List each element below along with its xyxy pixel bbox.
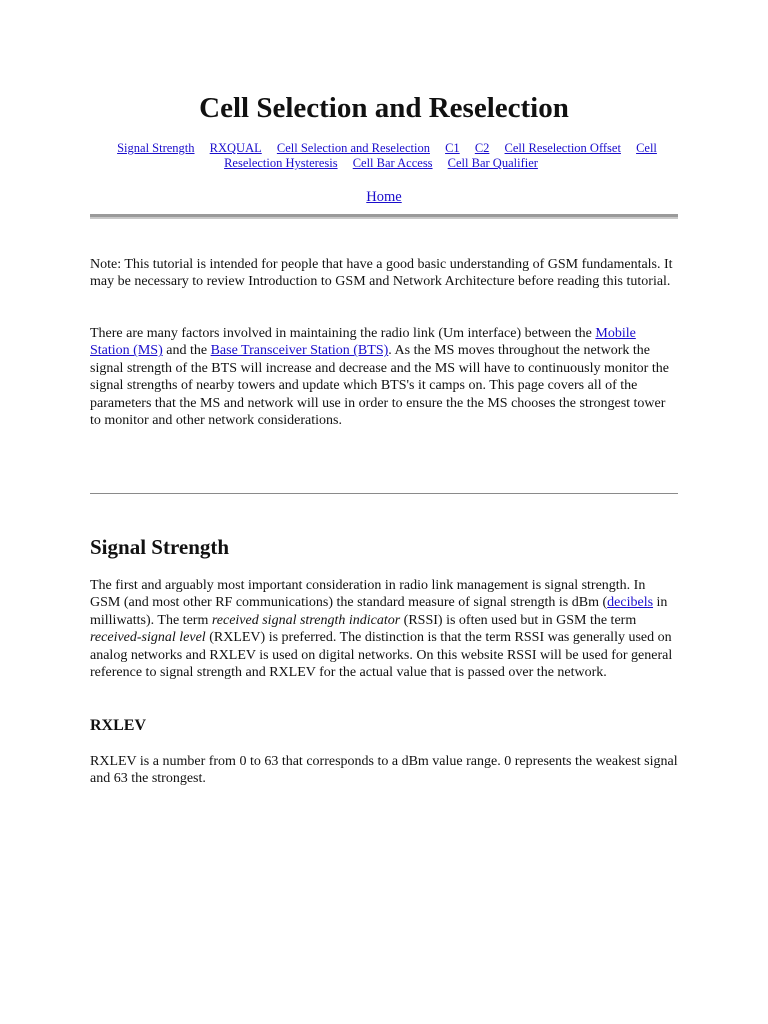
- signal-strength-paragraph: [90, 577, 678, 681]
- ss-term-rxlev: received-signal level: [90, 630, 206, 646]
- rxlev-paragraph: RXLEV is a number from 0 to 63 that corresponds to a dBm value range. 0 represents the weakest signal and 63 the strongest.: [90, 754, 678, 787]
- ss-text-1: The first and arguably most important consideration in radio link management is signal strength. In GSM (and most other RF communications) the standard measure of signal strength is dBm (: [90, 578, 646, 611]
- decibels-link[interactable]: decibels: [607, 595, 654, 611]
- page-title: Cell Selection and Reselection: [199, 92, 569, 124]
- nav-link-signal-strength[interactable]: Signal Strength: [117, 141, 195, 155]
- nav-link-c2[interactable]: C2: [474, 141, 490, 155]
- nav-link-rxqual[interactable]: RXQUAL: [209, 141, 262, 155]
- ss-text-4: (RXLEV) is preferred. The distinction is that the term RSSI was generally used on analog networks and RXLEV is used on digital networks. On this website RSSI will be used for general reference to signal strength and RXLEV for the actual value that is passed over the network.: [90, 630, 673, 681]
- intro-text-3: . As the MS moves throughout the network the signal strength of the BTS will increase and decrease and the MS will have to continuously monitor the signal strengths of nearby towers and update which BTS's it camps on. This page covers all of the parameters that the MS and network will use in order to ensure the the MS chooses the strongest tower to monitor and other network considerations.: [90, 343, 669, 429]
- nav-link-cell-bar-qualifier[interactable]: Cell Bar Qualifier: [447, 156, 538, 170]
- nav-link-cell-reselection-offset[interactable]: Cell Reselection Offset: [504, 141, 621, 155]
- bts-link[interactable]: Base Transceiver Station (BTS): [210, 343, 389, 359]
- intro-text-1: There are many factors involved in maintaining the radio link (Um interface) between the: [90, 326, 596, 341]
- intro-paragraph: [90, 325, 678, 429]
- header-divider: [90, 214, 678, 219]
- home-link[interactable]: Home: [366, 189, 402, 205]
- rxlev-heading: RXLEV: [90, 717, 147, 734]
- signal-strength-heading: Signal Strength: [90, 535, 230, 559]
- section-divider: [90, 493, 678, 494]
- ss-text-2: in milliwatts). The term: [90, 595, 668, 628]
- home-link-row: [90, 188, 678, 206]
- nav-link-cell-bar-access[interactable]: Cell Bar Access: [352, 156, 433, 170]
- intro-text-2: and the: [162, 343, 211, 359]
- nav-link-c1[interactable]: C1: [445, 141, 460, 155]
- note-paragraph: Note: This tutorial is intended for people that have a good basic understanding of GSM fundamentals. It may be necessary to review Introduction to GSM and Network Architecture before reading this tutorial.: [90, 257, 673, 290]
- ss-text-3: (RSSI) is often used but in GSM the term: [400, 612, 637, 628]
- ss-term-rssi: received signal strength indicator: [211, 612, 401, 628]
- nav-link-cell-selection[interactable]: Cell Selection and Reselection: [276, 141, 430, 155]
- mobile-station-link[interactable]: Mobile Station (MS): [90, 326, 636, 359]
- section-nav: [108, 141, 660, 171]
- nav-link-cell-reselection-hysteresis[interactable]: Cell Reselection Hysteresis: [224, 141, 657, 170]
